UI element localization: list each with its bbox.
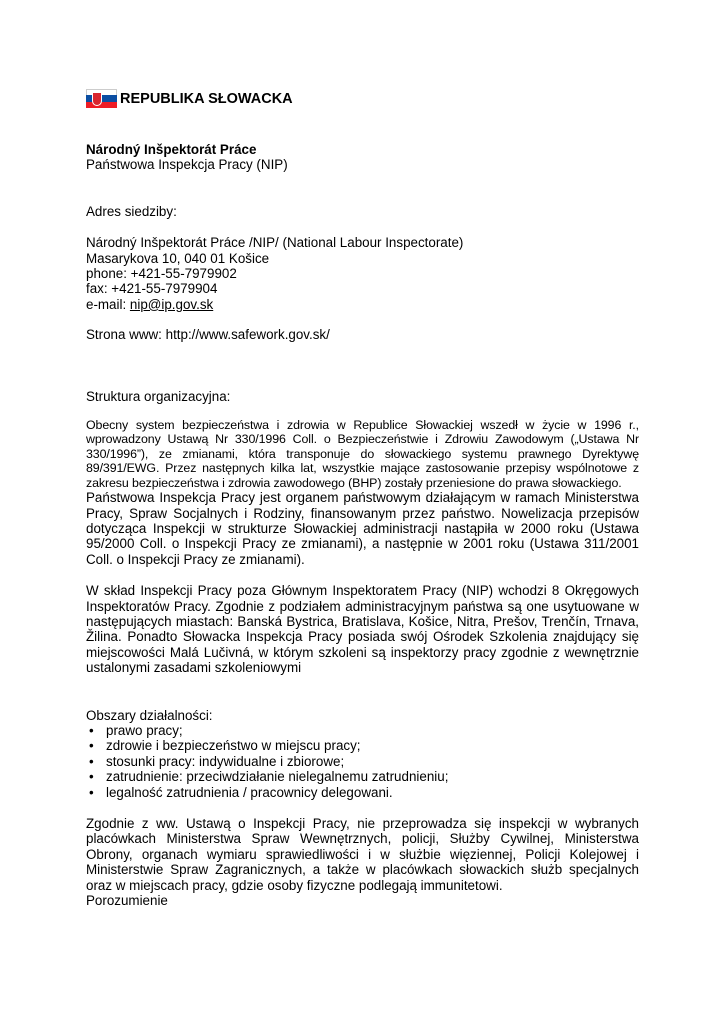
structure-paragraph-1: Obecny system bezpieczeństwa i zdrowia w Republice Słowackiej wszedł w życie w 1996 r., wprowadzony Ustawą Nr 330/1996 Coll. o Bezpieczeństwie i Zdrowiu Zawodowym („Ustawa Nr 330/1996”), ze zmianami, która transponuje do słowackiego systemu prawnego Dyrektywę 89/391/EWG. Przez następnych kilka lat, wszystkie mające zastosowanie przepisy wspólnotowe z zakresu bezpieczeństwa i zdrowia zawodowego (BHP) zostały przeniesione do prawa słowackiego. [86,418,639,490]
closing-paragraph: Zgodnie z ww. Ustawą o Inspekcji Pracy, nie przeprowadza się inspekcji w wybranych placówkach Ministerstwa Spraw Wewnętrznych, policji, Służby Cywilnej, Ministerstwa Obrony, organach wymiaru sprawiedliwości i w służbie więziennej, Policji Kolejowej i Ministerstwie Spraw Zagranicznych, a także w placówkach słowackich służb specjalnych oraz w miejscach pracy, gdzie osoby fizyczne podlegają immunitetowi. [86,816,639,893]
address-line2: Masarykova 10, 040 01 Košice [86,250,270,266]
email-link[interactable]: nip@ip.gov.sk [129,296,214,312]
areas-label: Obszary działalności: [86,707,213,723]
areas-list [86,723,639,800]
list-item: • prawo pracy; [86,723,639,738]
website-line: Strona www: http://www.safework.gov.sk/ [86,327,330,343]
structure-paragraph-2: Państwowa Inspekcja Pracy jest organem państwowym działającym w ramach Ministerstwa Pracy, Spraw Socjalnych i Rodziny, finansowanym przez państwo. Nowelizacja przepisów dotycząca Inspekcji w strukturze Słowackiej administracji nastąpiła w 2000 roku (Ustawa 95/2000 Coll. o Inspekcji Pracy ze zmianami), a następnie w 2001 roku (Ustawa 311/2001 Coll. o Inspekcji Pracy ze zmianami). [86,490,639,567]
fax-number: fax: +421-55-7979904 [86,281,218,297]
address-line1: Národný Inšpektorát Práce /NIP/ (National Labour Inspectorate) [86,235,464,251]
closing-last-line: Porozumienie [86,893,168,909]
list-item: • legalność zatrudnienia / pracownicy delegowani. [86,785,639,800]
structure-label: Struktura organizacyjna: [86,388,231,404]
slovakia-flag-icon [86,89,117,108]
email-line [86,297,639,312]
list-item: • stosunki pracy: indywidualne i zbiorowe; [86,754,639,769]
country-title: REPUBLIKA SŁOWACKA [120,91,293,107]
document-page [86,86,639,908]
institution-name-polish: Państwowa Inspekcja Pracy (NIP) [86,157,288,173]
coat-of-arms-icon [92,92,102,106]
document-header [86,86,639,108]
list-item: • zatrudnienie: przeciwdziałanie nielegalnemu zatrudnieniu; [86,769,639,784]
list-item: • zdrowie i bezpieczeństwo w miejscu pracy; [86,738,639,753]
address-label: Adres siedziby: [86,203,177,219]
structure-paragraph-3: W skład Inspekcji Pracy poza Głównym Inspektoratem Pracy (NIP) wchodzi 8 Okręgowych Inspektoratów Pracy. Zgodnie z podziałem administracyjnym państwa są one usytuowane w następujących miastach: Banská Bystrica, Bratislava, Košice, Nitra, Prešov, Trenčín, Trnava, Žilina. Ponadto Słowacka Inspekcja Pracy posiada swój Ośrodek Szkolenia znajdujący się miejscowości Malá Lučivná, w którym szkoleni są inspektorzy pracy zgodnie z wewnętrznie ustalonymi zasadami szkoleniowymi [86,583,639,676]
phone-number: phone: +421-55-7979902 [86,266,237,282]
email-label: e-mail: [86,296,130,312]
institution-name-local: Národný Inšpektorát Práce [86,142,257,157]
